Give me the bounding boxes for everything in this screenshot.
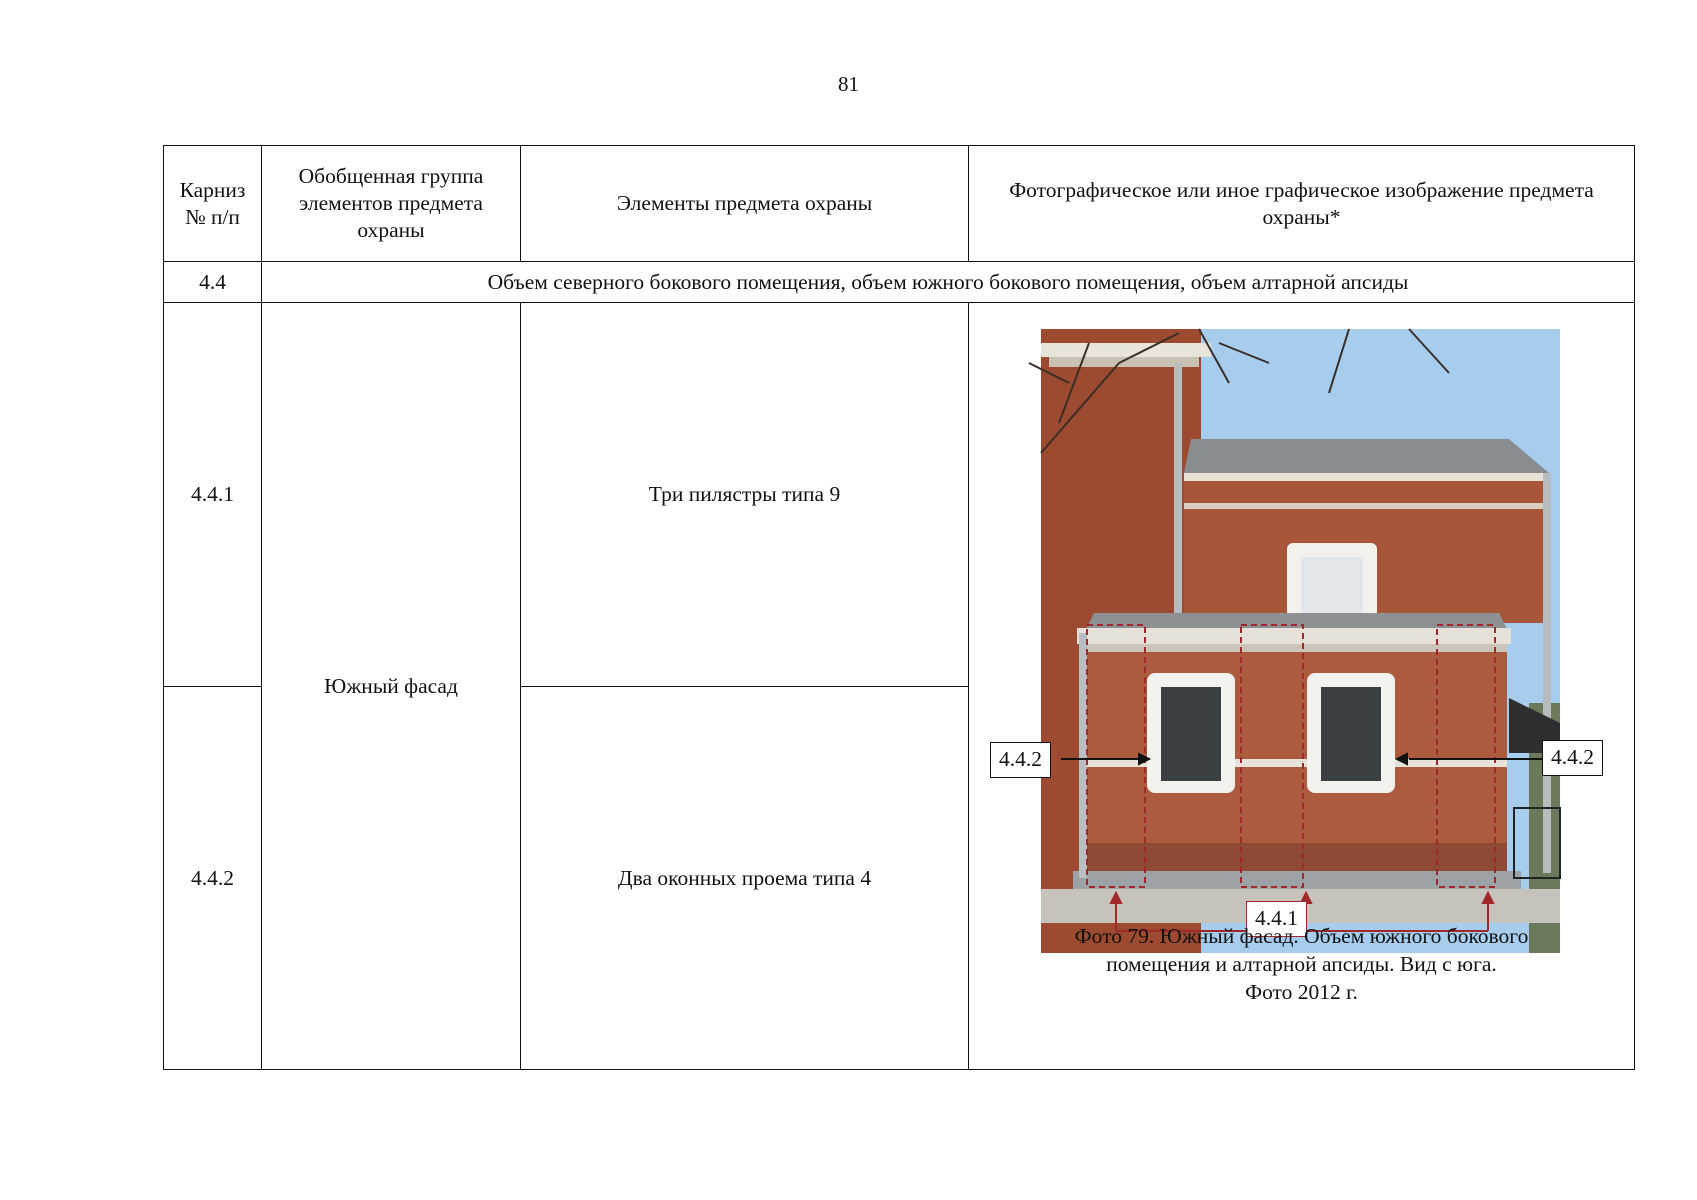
table-row <box>164 303 1635 687</box>
section-number: 4.4 <box>164 262 262 303</box>
caption-line-1: Фото 79. Южный фасад. Объем южного бокового <box>1074 924 1529 948</box>
photo-figure <box>969 303 1634 1068</box>
header-elements: Элементы предмета охраны <box>521 146 969 262</box>
group-cell: Южный фасад <box>262 303 521 1070</box>
photo-caption <box>969 923 1634 1007</box>
caption-line-2: помещения и алтарной апсиды. Вид с юга. <box>1106 951 1497 976</box>
row-number: 4.4.2 <box>164 687 262 1070</box>
page-number: 81 <box>838 72 859 96</box>
caption-line-3: Фото 2012 г. <box>1245 979 1358 1004</box>
label-left-window: 4.4.2 <box>990 742 1051 778</box>
label-right-window: 4.4.2 <box>1542 740 1603 776</box>
row-element: Три пилястры типа 9 <box>521 303 969 687</box>
protection-elements-table <box>163 145 1635 1070</box>
header-number: Карниз № п/п <box>164 146 262 262</box>
label-pilasters: 4.4.1 <box>1246 901 1307 937</box>
header-row <box>164 146 1635 262</box>
section-row <box>164 262 1635 303</box>
row-element: Два оконных проема типа 4 <box>521 687 969 1070</box>
row-number: 4.4.1 <box>164 303 262 687</box>
header-group: Обобщенная группа элементов предмета охраны <box>262 146 521 262</box>
photo-cell <box>969 303 1635 1070</box>
header-photo: Фотографическое или иное графическое изображение предмета охраны* <box>969 146 1635 262</box>
section-title: Объем северного бокового помещения, объем южного бокового помещения, объем алтарной апсиды <box>262 262 1635 303</box>
